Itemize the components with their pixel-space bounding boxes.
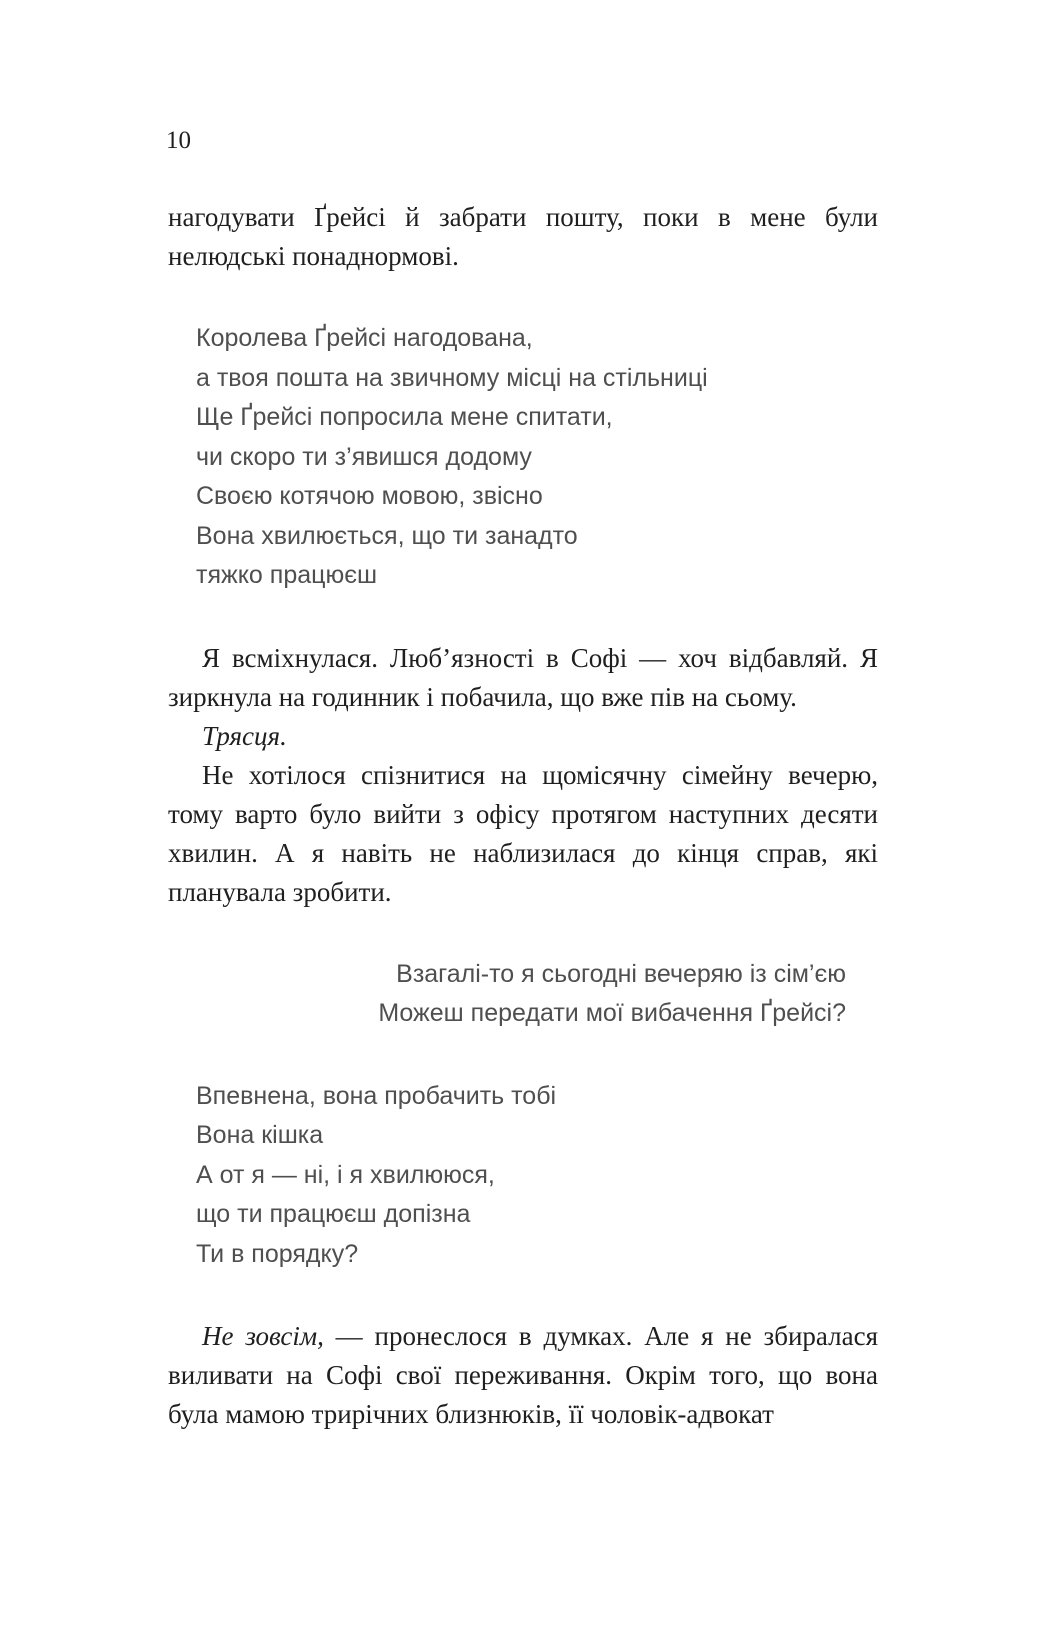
narrative-paragraph [168, 717, 878, 756]
narrative-paragraph [168, 198, 878, 276]
message-line: Своєю котячою мовою, звісно [196, 482, 543, 510]
message-line: Вона кішка [196, 1121, 324, 1149]
message-line: Ти в порядку? [196, 1239, 359, 1268]
message-line: що ти працюєш допізна [196, 1200, 471, 1228]
message-line: Можеш передати мої вибачення Ґрейсі? [378, 999, 846, 1027]
message-line: Впевнена, вона пробачить тобі [196, 1081, 557, 1110]
message-block [168, 955, 878, 1034]
narrative-paragraph [168, 1317, 878, 1434]
narrative-paragraph [168, 639, 878, 717]
page-number: 10 [166, 127, 191, 154]
message-line: Ще Ґрейсі попросила мене спитати, [196, 403, 613, 431]
text-segment: нагодувати Ґрейсі й забрати пошту, поки в мене були нелюдські понаднормові. [168, 202, 878, 271]
message-block [168, 1077, 878, 1275]
narrative-paragraph [168, 756, 878, 912]
page-content [168, 198, 878, 1434]
italic-text: Трясця. [202, 720, 287, 751]
italic-text: Не зовсім, [202, 1321, 324, 1351]
message-line: Взагалі-то я сьогодні вечеряю із сім’єю [396, 959, 846, 988]
message-line: Вона хвилюється, що ти занадто [196, 521, 578, 550]
message-line: Королева Ґрейсі нагодована, [196, 324, 533, 352]
message-block [168, 319, 878, 596]
text-segment: Я всміхнулася. Люб’язності в Софі — хоч відбавляй. Я зиркнула на годинник і побачила, що вже пів на сьому. [168, 642, 878, 712]
message-line: тяжко працюєш [196, 561, 378, 589]
text-segment: Не хотілося спізнитися на щомісячну сімейну вечерю, тому варто було вийти з офісу протягом наступних десяти хвилин. А я навіть не наблизилася до кінця справ, які планувала зробити. [168, 759, 878, 907]
message-line: А от я — ні, і я хвилююся, [196, 1160, 495, 1189]
text-segment: — пронеслося в думках. Але я не збиралася виливати на Софі свої переживання. Окрім того, що вона була мамою трирічних близнюків, її чоловік-адвокат [168, 1321, 878, 1429]
message-line: чи скоро ти з’явишся додому [196, 442, 532, 471]
message-line: а твоя пошта на звичному місці на стільниці [196, 363, 708, 392]
